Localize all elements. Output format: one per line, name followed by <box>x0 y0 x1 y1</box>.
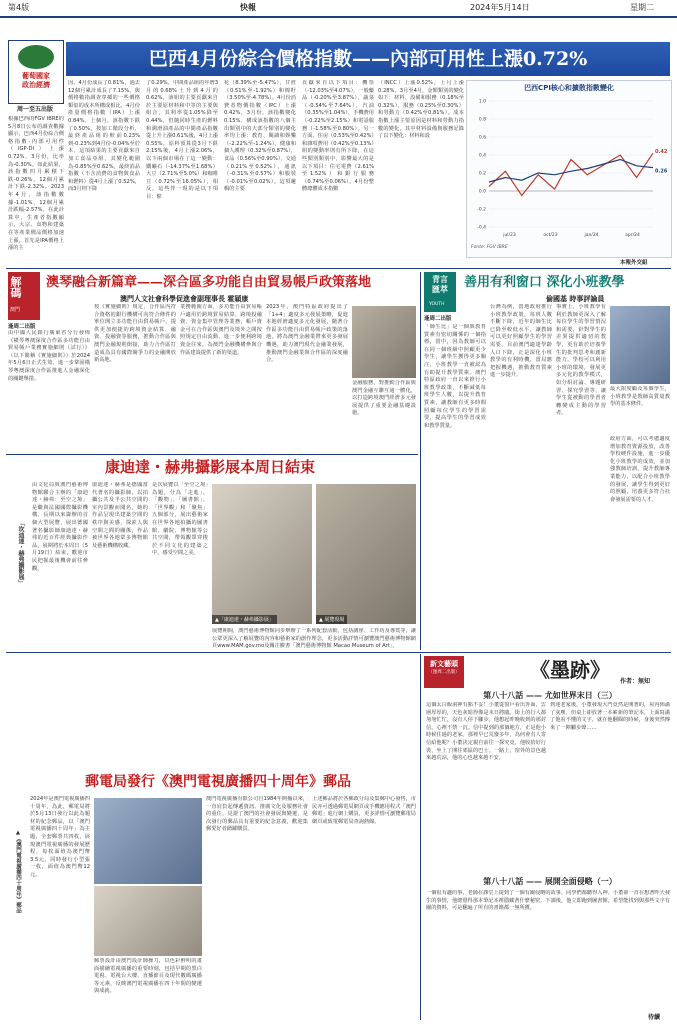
serial-title: 《墨跡》 <box>530 658 610 682</box>
article-body-col4: 上述郵品將於各郵政分局及集郵中心發售，市民亦可透過郵電局網頁或手機應用程式「澳門郵電」進行網上購買，更多詳情可瀏覽郵電局網頁或致電郵電局查詢熱線。 <box>312 796 416 825</box>
masthead-logo: 快報 <box>240 2 256 12</box>
chapter-body-2: 一個很有趣的事，老師在課堂上提到了一個有關侵略的故事，同學們都聽得入神。小董卻一直在想著昨天發生的事情，他總覺得那本筆記本裡隱藏著什麼秘密。下課後，他立即跑到圖書館，希望能找到與那些文字有關的資料，可是翻遍了所有的書籍都一無所獲。 <box>426 890 670 912</box>
article-body-col4: 2023年，澳門特區政府提出了「1+4」適度多元發展策略，促進本地經濟適度多元化發展，隨著合作區多功能自由貿易帳戶政策的落地，將為澳門金融業帶來更多發展機遇，助力澳門現代金融業發展，推動澳門金融業與合作區的深度融合。 <box>266 304 348 364</box>
badge-en: YOUTH <box>429 302 445 307</box>
x-tick-label: jan/24 <box>584 233 599 238</box>
column-schedule: 逢周二出版 <box>424 316 452 322</box>
page-header <box>0 0 677 18</box>
photo-caption: 金融服務，對推動合作區與澳門金融互聯互通一體化，以打造跨境澳門經濟多元發展提供了重要金融基礎設施。 <box>352 380 416 417</box>
chapter-body-1b: 到達老家後，小董發現大門竟然是開著的，屋內佈滿了灰塵，但桌上卻放著一本嶄新的筆記本，上面寫滿了他看不懂的文字。就在他翻閱的時候，身後突然傳來了一陣腳步聲…… <box>550 702 670 731</box>
y-tick-label: -0.2 <box>477 207 486 213</box>
article-body-col1: 「師生比」是一個與教育質素有密切關係的一個指標，當中，因為教師可以在同一個班級中照顧更少學生，讓學生獲得更多關注，小班教學一直被認為有助提升教學質素。澳門特區政府一直以來推行小班教學政策，不斷減低每班學生人數，以提升教育質素，讓教師有更多時間照顧每位學生的學習需要，提高學生的學習成效和教學質量。 <box>424 324 486 429</box>
column-divider <box>420 654 421 1020</box>
y-tick-label: 0.6 <box>478 135 486 141</box>
exhibition-photo-1 <box>212 484 312 624</box>
cpi-chart <box>466 80 672 258</box>
chart-source: Fonte: FGV IBRE <box>471 245 508 250</box>
y-tick-label: 0.2 <box>478 171 486 177</box>
article-body-col3: 澳門電視廣播有限公司自1984年開播以來，一直肩負起傳遞資訊、推廣文化及服務社會的重任，見證了澳門的社會發展與變遷，是次發行的郵品具有重要的紀念意義，歡迎集郵愛好者踴躍購買。 <box>206 796 308 833</box>
article-body-col2: 台灣為例，當地政府推行小班教學政策，每班人數不斷下降，近年的師生比已降至較低水平，讓教師可以更好照顧學生的學習需要。目前澳門適逢學齡人口下降，正是深化小班教學的有利時機，當局應把握機遇，推動教育質素進一步提升。 <box>490 304 552 379</box>
article-body-col2: 因，4月份成長了0.81%，過去12個月累計成長了7.15%。與價格數指調查穿插的一些價格類似的成本所構成相比，4月份產量價格指數（IPA）上漲0.84%，上個月，該指數下跌了0.50%，按加工階段分析，最終產品組的較前0.23%到-0.23%到4月份-0.04%至於本，這項結果的主要貢獻來自加工食品亞組，其變化範圍為-0.85%至0.62%，最終消品指數（不含消費的食物與食品和燃料）從4月上漲了0.52%，而3月則下降 <box>68 80 140 193</box>
article-headline: 澳琴融合新篇章——深合區多功能自由貿易帳戶政策落地 <box>46 275 372 290</box>
y-tick-label: 1.0 <box>478 99 486 105</box>
literature-badge <box>424 656 464 688</box>
section-badge <box>8 40 64 104</box>
article-body-col4: 政府方面，可以考慮適度增加教育資源投放，改善學校硬件設施，進一步優化小班教學的成效，並加強教師培訓，提升教師專業能力，以配合小班教學的發展，讓學生得到更好的照顧，培養更多符合社會發展需要的人才。 <box>610 436 670 503</box>
author-line: 作者：無知 <box>620 678 651 685</box>
y-tick-label: 0.0 <box>478 189 486 195</box>
article-body-col1: 由中國人民銀行廣東省分行發佈《橫琴粵澳深度合作區多功能自由貿易帳戶業務實施細則（試行）》（以下簡稱《實施細則》）於2024年5月6日正式生效，進一步鞏固橫琴粵澳深度合作區推進人金融深化的關鍵舉措。 <box>8 330 90 382</box>
y-tick-label: -0.4 <box>477 225 486 231</box>
chapter-title-1: 第八十八話 —— 尤如世界末日（三） <box>483 691 617 700</box>
stamp-image-1 <box>94 798 202 884</box>
section-divider <box>6 268 671 269</box>
article-body-col2: 郵票設計由澳門設計師操刀，以色彩鮮明的畫面描繪電視廣播的重要時刻，包括早期的黑白電視、電視台大樓、直播節目及現代數碼廣播等元素，反映澳門電視廣播在四十年間的變遷與成就。 <box>94 958 202 995</box>
column-divider <box>420 272 421 650</box>
badge-line-2: 匯萃 <box>432 285 448 294</box>
photo-caption: ▲ 展覽現場 <box>316 615 347 624</box>
article-headline: 康迪達・赫弗攝影展本周日結束 <box>104 458 315 476</box>
article-headline: 善用有利窗口 深化小班教學 <box>464 275 625 290</box>
article-body-col3: 了0.29%。中間產品組的年增3月的0.68%上升到4月的0.62%，該組的主要貢獻來自於主要原材料和中等的主要與組合，其利率從1.05%降至0.44%，但隨同時生產的燃料和潤滑油產品的中間產品指數從上升上漲0.61%後，4月上漲0.55%。原料預算從3月下跌2.15%後，4月上漲2.06%，以下兩個市場在了這一變動：鐵礦石（-14.37%至1.68%）大豆（2.71%至5.0%）和咖啡豆（0.72%至16.05%），相反，這些伴一現的是以下項目：棉 <box>146 80 218 200</box>
section-divider <box>6 454 418 455</box>
article-headline: 巴西4月份綜合價格指數——內部可用性上漲0.72% <box>66 42 670 76</box>
article-body-col4: 花（8.39%至-5.47%），甘蔗（0.51%至-1.92%）和棉籽（3.50%至-4.78%）。4月份消費者物價指數（IPC）上漲0.42%，3月份，該指數變化0.15%，構成該指數的八個主出類別中的大部分類別的變化率均上漲：教育、閱讀和娛樂（-2.22%至-1.24%），健康和個人護理（0.32%至0.87%），食品（0.56%至0.90%），交通（0.21%至0.52%），通訊（-0.31%至0.57%）和服裝（-0.01%至0.02%）。這項邏輯的主要 <box>224 80 296 193</box>
issue-weekday: 星期二 <box>630 3 654 12</box>
badge-line-1: 青言 <box>432 275 448 284</box>
author-portrait <box>610 306 670 384</box>
author-portrait <box>352 306 416 378</box>
badge-text: 新文藝頭 <box>430 660 458 668</box>
column-schedule: 周一至五出版 <box>16 106 53 113</box>
series-end-label: 0.42 <box>655 149 668 156</box>
article-headline: 郵電局發行《澳門電視廣播四十周年》郵品 <box>85 774 351 790</box>
issue-date: 2024年5月14日 <box>470 3 530 12</box>
chart-title: 巴西CPI核心和擴散指數變化 <box>524 84 614 92</box>
article-body-col4: 展覽期間，澳門藝術博物館同步舉辦了一系列配套活動，包括講座、工作坊及導賞等，讓公眾更深入了解展覽的內容和藝術家的創作理念，更多活動詳情可瀏覽澳門藝術博物館網頁www.MAM.gov.mo及關注臉書「澳門藝術博物館 Macao Museum of Art」。 <box>212 628 416 650</box>
badge-text: 解碼 <box>9 276 22 298</box>
y-tick-label: 0.8 <box>478 117 486 123</box>
globe-icon <box>18 45 54 69</box>
author-line: 倫國基 時事評論員 <box>546 295 605 303</box>
section-divider <box>6 652 671 653</box>
y-tick-label: 0.4 <box>478 153 486 159</box>
article-body-col6: （INCC）上漲0.52%，上月上漲0.28%，3月至4月，金額類別的變化如下：材料、設備和服務（0.18%至0.32%），服務（0.25%至0.30%）和勞動力（0.42%至0.81%）。成本指數上漲主要原因是材料和勞動力指數的變化，其中材料設備與服務記錄了以下變化：材料和設 <box>378 80 464 140</box>
article-body-col2: 康迪達・赫弗是德國當代著名的攝影師，以拍攝公共及半公共空間的室內景觀而聞名，她的作品呈現出建築空間的秩序與美感，探索人與空間之間的關係，作品被世界各地眾多博物館及藝術機構收藏。 <box>92 482 148 549</box>
article-body-col3: 業務範圍方面，多功能自由貿易帳戶適用於跨境貿易結算、跨境投融資、資金集中管理等業務，帳戶資金可在合作區與澳門及境外之間按照規定自由流動，進一步便利跨境資金往來，為澳門金融機構參與合作區建設提供了新的渠道。 <box>180 304 262 356</box>
to-be-continued: 待續 <box>648 1014 661 1021</box>
stamp-image-2 <box>94 886 202 956</box>
article-body-col2: 按《實施細則》規定，合作區內符合資格的銀行機構可向符合條件的單位開立多功能自由貿易帳戶，提供更加便捷的跨境資金結算、融資、投融資等服務，推動合作區與澳門金融規則銜接，助力合作區打造成為具有國際競爭力的金融開放新高地。 <box>94 304 176 364</box>
article-body-col1: 由文化局與澳門藝術博物館聯合主辦的「康迪達・赫弗：至空之境」是繼與法國國際攝影機構、長期以來籌辦的首個大型展覽，展出德國著名攝影師康迪達・赫弗的近百件經典攝影作品，展期將於本周日（5月19日）結束，歡迎市民把握最後機會前往參觀。 <box>32 482 88 572</box>
chart-plot <box>467 95 671 245</box>
series-line <box>489 160 653 183</box>
photo-caption: ▲「康迪達・赫弗攝影展」 <box>212 615 277 624</box>
author-line: 澳門人文社會科學促進會副理事長 霍穎康 <box>120 295 249 303</box>
chapter-title-2: 第八十八話 —— 展開全面侵略（一） <box>483 877 617 886</box>
x-tick-label: apr/24 <box>625 233 640 238</box>
article-body-col3: 是次展覽以「至空之境」為題，分為「走進」、「觀物」、「圖書館」、「世界觀」和「聚焦」五個部分，展出藝術家在世界各地拍攝的圖書館、劇院、博物館等公共空間，帶領觀眾穿梭於不同文化的建築之中，感受空間之美。 <box>152 482 208 557</box>
article-body-col3: 事實上，小班教學有利於教師更深入了解每位學生的學習情況和需要，針對學生的差異提供適切的教學，更有助於培養學生的批判思考和創新能力。學校可以利用小班的環境，發展更多元化的教學模式，如分組討論、專題研習、探究學習等，讓學生從被動的學習者轉變成主動的學習者。 <box>556 304 606 417</box>
series-line <box>489 153 653 195</box>
page-number: 第4版 <box>8 3 30 12</box>
exhibition-photo-2 <box>316 484 416 624</box>
series-end-label: 0.26 <box>655 168 668 175</box>
badge-line-2: 政治經濟 <box>22 81 50 89</box>
x-tick-label: oct/23 <box>543 233 558 238</box>
side-caption: ▲《澳門電視廣播四十周年》郵品 <box>15 830 21 913</box>
article-body-col1: 根據巴西的FGV IBRE的5月8日公布的調查數據顯示，巴西4月份綜合價格指數-內部可用性（IGP-DI）上漲0.72%，3月份，比率為-0.30%。如此結果，該指數四月累積下跌-0.26%，12個月累計下跌-2.32%。2023年4月，該指數數據-1.01%，12個月累計跌幅-2.57%。在此計算中，生產者指數顯示，大宗、食物和建築在等產業價品價格加速上漲，首先是IPA價格上漲的主 <box>8 116 64 252</box>
article-body-col1: 2024年是澳門電視廣播四十周年，為此，郵電局將於5月13日發行以此為題材的紀念郵品，以「澳門電視廣播四十周年」為主題，全套郵票共四枚，展現澳門電視廣播的發展歷程，每枚面值為澳門幣3.5元，同時發行小型張一枚，面值為澳門幣12元。 <box>30 796 90 878</box>
badge-sub: 澳門 <box>10 307 21 313</box>
photo-caption: 最大限度顧及每個學生，小班教學是教師高質量教學的基本條件。 <box>610 386 670 408</box>
x-tick-label: jul/23 <box>503 233 516 238</box>
byline: 本報外交組 <box>620 260 648 266</box>
article-body-col5: 貢獻來自以下項目：機票（-12.03%至4.07%），一般藥品（-0.20%至3.87%），蔬菜（-0.54%至7.64%），汽油（0.35%至1.04%），手機費用（-0.22%至2.15%）和電話服務（-1.58%至0.80%）。另一方面，住房（0.53%至0.42%）和雜項費用（0.42%至0.13%）組的變動率則有所下降，在這些類別類別中，影響最大的是以下項目：住宅電費（2.61%至1.52%）和銀行服務（0.74%至0.06%）。4月份整體總體成本指數 <box>302 80 374 193</box>
jiema-badge <box>8 272 40 320</box>
badge-line-1: 葡萄國家 <box>22 72 50 80</box>
youth-badge <box>424 272 456 312</box>
badge-sub: （逢周二出版） <box>428 670 460 675</box>
column-schedule: 逢周二出版 <box>8 324 36 330</box>
chapter-body-1: 這個太白飯洞神有點不妥！小董從窗戶看出外面，雲層厚厚的，天色灰暗得像是末日將臨。街上的行人都匆匆忙忙，沒有人停下腳步。他想起昨晚收到的那封信，心裡不禁一沉。信中提到的那個地方，正是他小時候住過的老家。那裡早已荒廢多年，為何會有人寄信給他呢？小董決定親自前往一探究竟，他收拾好行裝，坐上了開往郊區的巴士。一路上，窗外的景色越來越荒涼，他的心也越來越不安。 <box>426 702 546 762</box>
side-caption: 「坎迪達・赫弗攝影展」 <box>17 520 24 586</box>
